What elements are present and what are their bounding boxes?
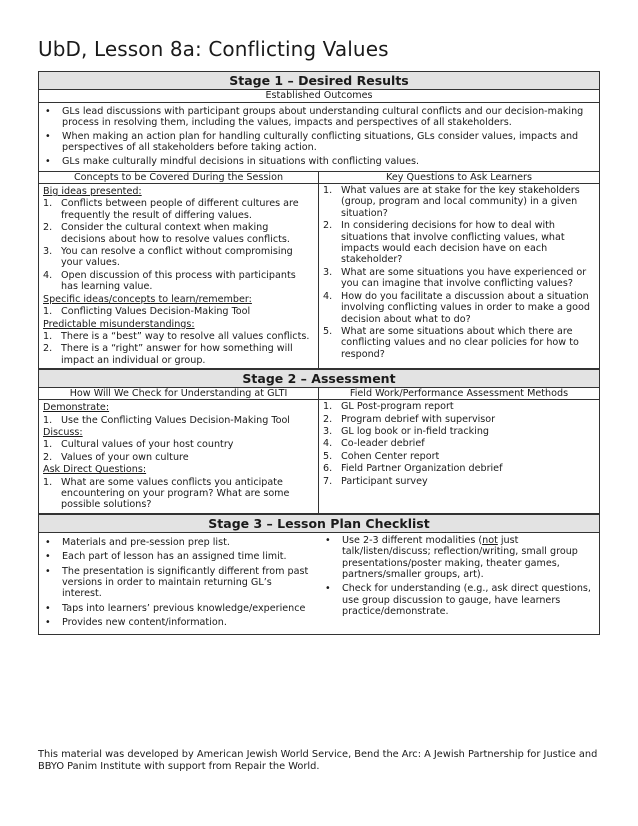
discuss-list xyxy=(43,439,314,463)
check-understanding-column xyxy=(39,388,319,513)
checklist-item: • Each part of lesson has an assigned time limit. xyxy=(45,551,313,562)
stage2-heading: Stage 2 – Assessment xyxy=(39,370,599,388)
specific-ideas-label: Specific ideas/concepts to learn/remember: xyxy=(43,293,252,305)
stage1-columns xyxy=(39,172,599,368)
list-item: 4. Co-leader debrief xyxy=(323,438,425,450)
list-item: 7. Participant survey xyxy=(323,475,428,487)
big-ideas-label: Big ideas presented: xyxy=(43,186,142,198)
field-work-column xyxy=(319,388,599,513)
checklist-right-list xyxy=(319,533,599,623)
list-item: 1. Use the Conflicting Values Decision-Making Tool xyxy=(43,414,290,426)
demonstrate-label: Demonstrate: xyxy=(43,402,110,414)
checklist-left-column xyxy=(39,533,319,634)
list-item: 3. You can resolve a conflict without compromising your values. xyxy=(43,246,293,269)
methods-list xyxy=(323,401,595,487)
list-item: 1. There is a “best” way to resolve all values conflicts. xyxy=(43,330,310,342)
check-understanding-heading: How Will We Check for Understanding at GLTI xyxy=(39,388,318,400)
list-item: 1. Conflicts between people of different cultures are frequently the result of differing values. xyxy=(43,198,299,221)
stage2-section xyxy=(39,369,599,514)
footer-credit: This material was developed by American Jewish World Service, Bend the Arc: A Jewish Partnership for Justice and BBYO Panim Institute with support from Repair the World. xyxy=(38,749,598,772)
ask-label: Ask Direct Questions: xyxy=(43,464,147,476)
outcome-item: • When making an action plan for handling culturally conflicting situations, GLs consider values, impacts and perspectives of all stakeholders before taking action. xyxy=(45,131,593,154)
outcomes-list xyxy=(39,103,599,172)
list-item: 1. Conflicting Values Decision-Making Tool xyxy=(43,306,251,318)
specific-ideas-list xyxy=(43,306,314,317)
list-item: 4. Open discussion of this process with participants has learning value. xyxy=(43,269,296,293)
outcome-item: • GLs make culturally mindful decisions in situations with conflicting values. xyxy=(45,156,593,167)
list-item: 2. Program debrief with supervisor xyxy=(323,413,496,425)
checklist-right-column xyxy=(319,533,599,634)
key-questions-list xyxy=(323,185,595,360)
outcome-item: • GLs lead discussions with participant groups about understanding cultural conflicts and our decision-making process in resolving them, including the values, impacts and perspectives of all stakeholders. xyxy=(45,106,593,129)
page-title: UbD, Lesson 8a: Conflicting Values xyxy=(38,37,389,61)
checklist-item: • The presentation is significantly different from past versions in order to maintain returning GL’s interest. xyxy=(45,566,313,600)
misunderstandings-list xyxy=(43,331,314,366)
list-item: 6. Field Partner Organization debrief xyxy=(323,463,503,475)
list-item: 2. There is a “right” answer for how something will impact an individual or group. xyxy=(43,343,293,366)
stage1-heading: Stage 1 – Desired Results xyxy=(39,72,599,90)
established-outcomes-heading: Established Outcomes xyxy=(39,90,599,103)
list-item: 1. What are some values conflicts you anticipate encountering on your program? What are some possible solutions? xyxy=(43,476,290,511)
list-item: 2. Consider the cultural context when making decisions about how to resolve values conflicts. xyxy=(43,222,290,245)
checklist-item: • Taps into learners’ previous knowledge/experience xyxy=(45,603,313,614)
big-ideas-list xyxy=(43,198,314,292)
checklist-item: • Provides new content/information. xyxy=(45,617,313,628)
checklist-item: • Materials and pre-session prep list. xyxy=(45,537,313,548)
list-item: 4. How do you facilitate a discussion about a situation involving conflicting values in order to make a good decision about what to do? xyxy=(323,290,590,325)
stage3-heading: Stage 3 – Lesson Plan Checklist xyxy=(39,515,599,533)
key-questions-heading: Key Questions to Ask Learners xyxy=(319,172,599,184)
checklist-left-list xyxy=(39,533,319,634)
field-work-heading: Field Work/Performance Assessment Methods xyxy=(319,388,599,400)
list-item: 2. In considering decisions for how to deal with situations that involve conflicting values, what impacts would each decision have on each stakeholder? xyxy=(323,220,565,266)
demonstrate-list xyxy=(43,415,314,426)
list-item: 5. What are some situations about which there are conflicting values and no clear policies for how to respond? xyxy=(323,325,579,360)
ask-list xyxy=(43,477,314,511)
list-item: 1. Cultural values of your host country xyxy=(43,439,234,451)
ubd-table xyxy=(38,71,600,635)
misunderstandings-label: Predictable misunderstandings: xyxy=(43,318,195,330)
checklist-item: • Check for understanding (e.g., ask direct questions, use group discussion to gauge, have learners practice/demonstrate. xyxy=(325,583,593,617)
stage1-section xyxy=(39,72,599,369)
stage3-columns xyxy=(39,533,599,634)
list-item: 1. What values are at stake for the key stakeholders (group, program and local community) in a given situation? xyxy=(323,185,580,219)
concepts-column xyxy=(39,172,319,368)
list-item: 1. GL Post-program report xyxy=(323,401,454,413)
list-item: 3. What are some situations you have experienced or you can imagine that involve conflicting values? xyxy=(323,266,587,290)
concepts-heading: Concepts to be Covered During the Session xyxy=(39,172,318,184)
stage2-columns xyxy=(39,388,599,513)
discuss-label: Discuss: xyxy=(43,426,83,438)
list-item: 3. GL log book or in-field tracking xyxy=(323,425,490,437)
list-item: 5. Cohen Center report xyxy=(323,450,440,462)
key-questions-column xyxy=(319,172,599,368)
checklist-item: • Use 2-3 different modalities (not just talk/listen/discuss; reflection/writing, small group presentations/poster making, theater games, partners/smaller groups, art). xyxy=(325,535,593,581)
stage3-section xyxy=(39,514,599,634)
list-item: 2. Values of your own culture xyxy=(43,451,189,463)
